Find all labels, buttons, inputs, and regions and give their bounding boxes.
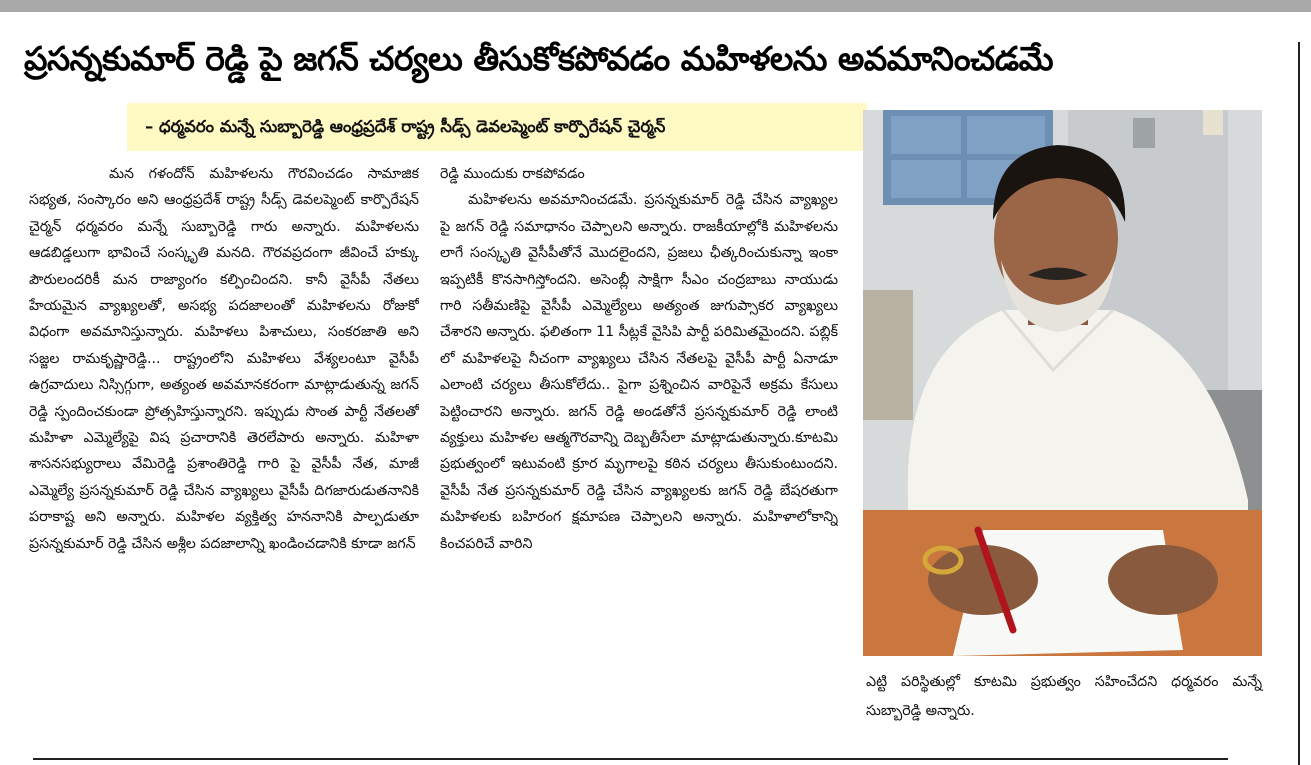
article-column-1 bbox=[29, 161, 419, 745]
subheadline-bar bbox=[127, 103, 867, 151]
column-divider bbox=[1298, 42, 1300, 765]
top-gray-bar bbox=[0, 0, 1311, 12]
subheadline: – ధర్మవరం మన్నే సుబ్బారెడ్డి ఆంధ్రప్రదేశ్ రాష్ట్ర సీడ్స్ డెవలప్మెంట్ కార్పొరేషన్ చైర్మన్ bbox=[145, 117, 666, 136]
column-2-lead: రెడ్డి ముందుకు రాకపోవడం bbox=[440, 166, 585, 182]
portrait-photo bbox=[863, 110, 1262, 656]
article-column-2 bbox=[440, 161, 838, 745]
bottom-rule bbox=[33, 758, 1228, 760]
headline: ప్రసన్నకుమార్ రెడ్డి పై జగన్ చర్యలు తీసుకోకపోవడం మహిళలను అవమానించడమే bbox=[24, 39, 1054, 78]
portrait-illustration bbox=[863, 110, 1262, 656]
photo-caption: ఎట్టి పరిస్థితుల్లో కూటమి ప్రభుత్వం సహించేదని ధర్మవరం మన్నే సుబ్బారెడ్డి అన్నారు. bbox=[866, 674, 1262, 719]
column-1-text: మన గళందోన్ మహిళలను గౌరవించడం సామాజిక సభ్యత, సంస్కారం అని ఆంధ్రప్రదేశ్ రాష్ట్ర సీడ్స్ డెవలప్మెంట్ కార్పొరేషన్ చైర్మన్ ధర్మవరం మన్నే సుబ్బారెడ్డి గారు అన్నారు. మహిళలను ఆడబిడ్డలుగా భావించే సంస్కృతి మనది. గౌరవప్రదంగా జీవించే హక్కు పౌరులందరికీ మన రాజ్యాంగం కల్పించిందని. కానీ వైసీపీ నేతలు హేయమైన వ్యాఖ్యలతో, అసభ్య పదజాలంతో మహిళలను రోజుకో విధంగా అవమానిస్తున్నారు. మహిళలు పిశాచులు, సంకరజాతి అని సజ్జల రామకృష్ణారెడ్డి... రాష్ట్రంలోని మహిళలు వేశ్యలంటూ వైసీపీ ఉగ్రవాదులు నిస్సిగ్గుగా, అత్యంత అవమానకరంగా మాట్లాడుతున్న జగన్ రెడ్డి స్పందించకుండా ప్రోత్సహిస్తున్నారని. ఇప్పుడు సొంత పార్టీ నేతలతో మహిళా ఎమ్మెల్యేపై విష ప్రచారానికి తెరలేపారు అన్నారు. మహిళా శాసనసభ్యురాలు వేమిరెడ్డి ప్రశాంతిరెడ్డి గారి పై వైసీపీ నేత, మాజీ ఎమ్మెల్యే ప్రసన్నకుమార్ రెడ్డి చేసిన వ్యాఖ్యలు వైసీపీ దిగజారుడుతనానికి పరాకాష్ట అని అన్నారు. మహిళల వ్యక్తిత్వ హననానికి పాల్పడుతూ ప్రసన్నకుమార్ రెడ్డి చేసిన అశ్లీల పదజాలాన్ని ఖండించడానికి కూడా జగన్ bbox=[29, 166, 419, 552]
column-2-text: మహిళలను అవమానించడమే. ప్రసన్నకుమార్ రెడ్డి చేసిన వ్యాఖ్యల పై జగన్ రెడ్డి సమాధానం చెప్పాలని అన్నారు. రాజకీయాల్లోకి మహిళలను లాగే సంస్కృతి వైసీపీతోనే మొదలైందని, ప్రజలు ఛీత్కరించుకున్నా ఇంకా ఇప్పటికీ కొనసాగిస్తోందని. అసెంబ్లీ సాక్షిగా సీఎం చంద్రబాబు నాయుడు గారి సతీమణిపై వైసీపీ ఎమ్మెల్యేలు అత్యంత జుగుప్సాకర వ్యాఖ్యలు చేశారని అన్నారు. ఫలితంగా 11 సీట్లకే వైసిపి పార్టీ పరిమితమైందని. పబ్లిక్ లో మహిళలపై నీచంగా వ్యాఖ్యలు చేసిన నేతలపై వైసీపీ పార్టీ ఏనాడూ ఎలాంటి చర్యలు తీసుకోలేదు.. పైగా ప్రశ్నించిన వారిపైనే అక్రమ కేసులు పెట్టించారని అన్నారు. జగన్ రెడ్డి అండతోనే ప్రసన్నకుమార్ రెడ్డి లాంటి వ్యక్తులు మహిళల ఆత్మగౌరవాన్ని దెబ్బతీసేలా మాట్లాడుతున్నారు.కూటమి ప్రభుత్వంలో ఇటువంటి క్రూర మృగాలపై కఠిన చర్యలు తీసుకుంటుందని. వైసీపీ నేత ప్రసన్నకుమార్ రెడ్డి చేసిన వ్యాఖ్యలకు జగన్ రెడ్డి బేషరతుగా మహిళలకు బహిరంగ క్షమాపణ చెప్పాలని అన్నారు. మహిళాలోకాన్ని కించపరిచే వారిని bbox=[440, 192, 838, 552]
